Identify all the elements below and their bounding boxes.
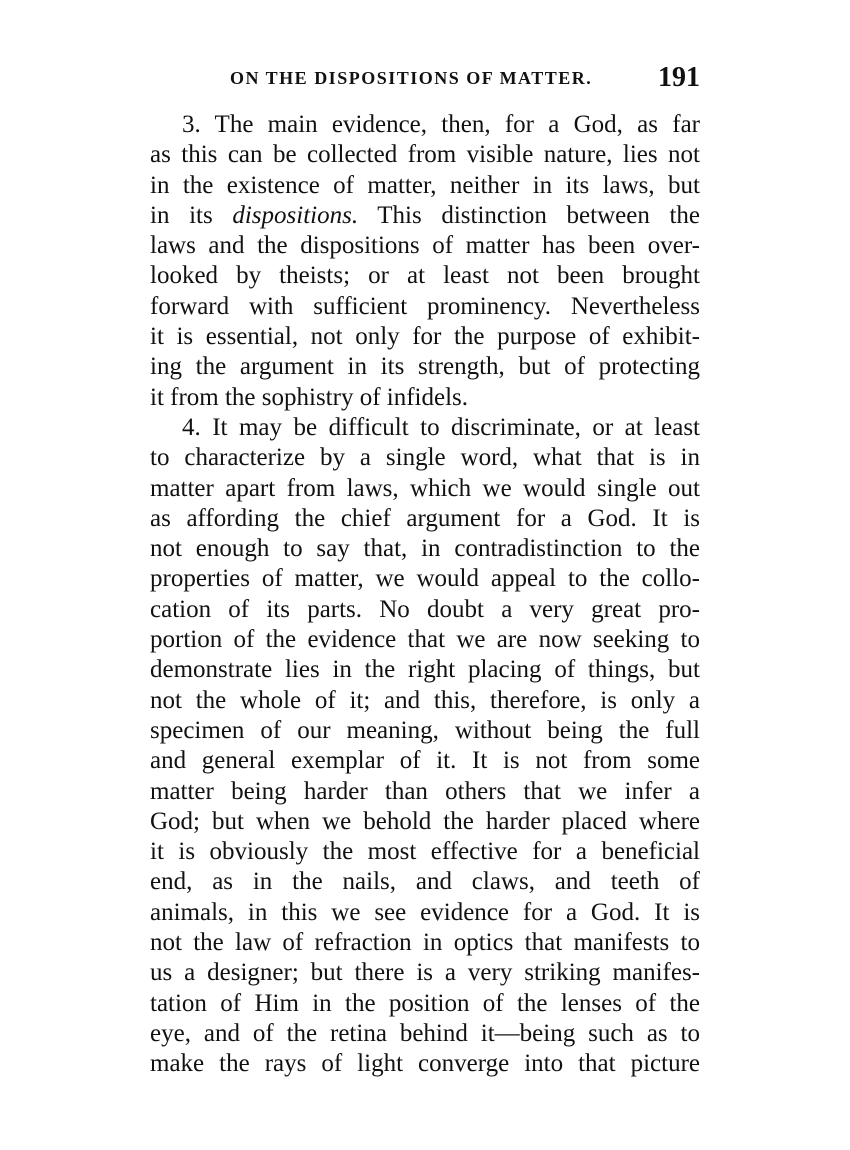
text-line: 3. The main evidence, then, for a God, as far [182,111,700,138]
text-line: end, as in the nails, and claws, and teeth of [150,868,700,896]
text-fragment: in its [150,201,233,229]
text-line: God; but when we behold the harder placed where [150,807,700,835]
text-line: 4. It may be difficult to discriminate, or at least [182,413,700,441]
running-title: ON THE DISPOSITIONS OF MATTER. [230,68,593,88]
text-line: it is obviously the most effective for a beneficial [150,838,700,866]
text-line: it from the sophistry of infidels. [150,383,469,411]
text-line: it is essential, not only for the purpose of exhibit- [150,323,700,351]
text-line: as this can be collected from visible nature, lies not [150,141,700,169]
text-line-with-italic [150,201,700,231]
body-text [150,110,700,1080]
paragraph-4 [150,413,700,1080]
text-line: tation of Him in the position of the lenses of the [150,989,700,1017]
running-head [150,62,700,98]
paragraph-3 [150,110,700,413]
text-line: and general exemplar of it. It is not from some [150,747,700,775]
text-line: animals, in this we see evidence for a God. It is [150,898,700,926]
text-line: cation of its parts. No doubt a very great pro- [150,595,700,623]
text-line: portion of the evidence that we are now seeking to [150,626,700,654]
text-line: not enough to say that, in contradistinction to the [150,535,700,563]
page-number: 191 [658,62,700,93]
text-line: properties of matter, we would appeal to the collo- [150,565,700,593]
text-line: to characterize by a single word, what that is in [150,444,700,472]
text-line: matter apart from laws, which we would single out [150,474,700,502]
text-line: forward with sufficient prominency. Nevertheless [150,292,700,320]
text-line: eye, and of the retina behind it—being such as to [150,1019,700,1047]
text-line: make the rays of light converge into that picture [150,1050,700,1078]
text-line: us a designer; but there is a very striking manifes- [150,959,700,987]
text-line: ing the argument in its strength, but of protecting [150,353,700,381]
text-line: specimen of our meaning, without being the full [150,716,700,744]
text-line: not the law of refraction in optics that manifests to [150,929,700,957]
text-line: demonstrate lies in the right placing of things, but [150,656,700,684]
text-line: matter being harder than others that we infer a [150,777,700,805]
text-line: as affording the chief argument for a God. It is [150,504,700,532]
italic-term: dispositions. [232,201,359,229]
text-line: in the existence of matter, neither in its laws, but [150,171,700,199]
text-line: not the whole of it; and this, therefore, is only a [150,686,700,714]
text-fragment: This distinction between the [358,201,700,229]
text-line: laws and the dispositions of matter has been over- [150,232,700,260]
text-line: looked by theists; or at least not been brought [150,262,700,290]
